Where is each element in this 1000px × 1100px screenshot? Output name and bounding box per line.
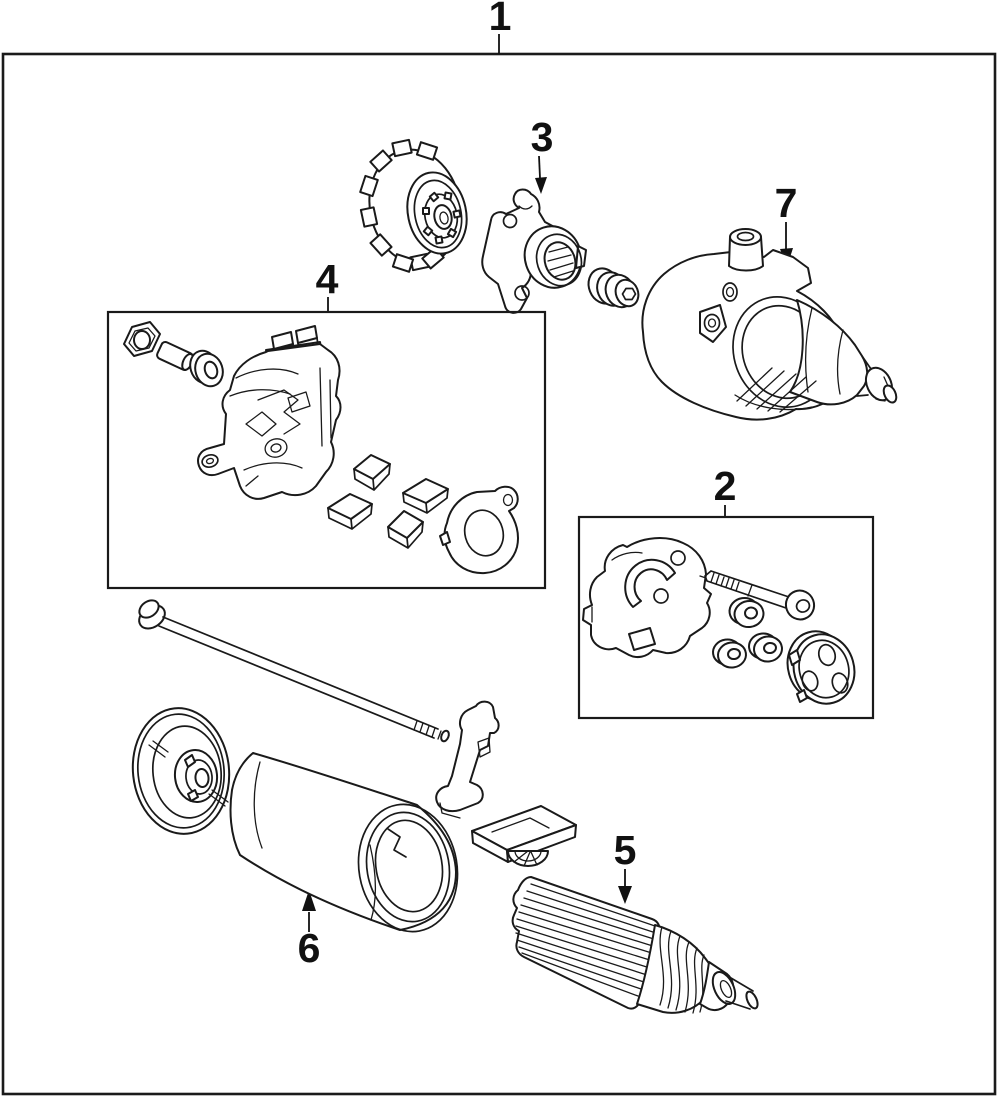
callout-5-arrowhead: [618, 886, 632, 904]
solenoid-kit-box: [108, 312, 545, 588]
callout-2: [714, 463, 737, 517]
grommet-2: [711, 638, 747, 670]
gear-holder-bracket: [482, 190, 589, 313]
callout-4: [316, 256, 339, 312]
callout-7-label: 7: [774, 180, 798, 226]
yoke-housing: [231, 753, 468, 940]
magnetic-switch-solenoid: [198, 326, 340, 499]
callout-2-label: 2: [713, 463, 737, 509]
shift-lever: [436, 702, 498, 818]
grommet-holder-plate: [472, 806, 576, 866]
grommet-1: [728, 596, 765, 629]
callout-6-label: 6: [297, 925, 321, 971]
brush-holder: [583, 538, 711, 657]
callout-4-label: 4: [315, 256, 339, 302]
callout-6: [298, 890, 321, 971]
armature: [513, 877, 760, 1013]
callout-3: [531, 114, 554, 194]
callout-5: [614, 827, 637, 904]
contact-blocks: [328, 455, 448, 548]
callout-1-label: 1: [488, 0, 512, 39]
callout-3-label: 3: [530, 114, 554, 160]
callout-1: [489, 0, 512, 54]
gasket-plate: [440, 487, 518, 573]
brush-holder-kit-box: [579, 517, 873, 718]
grommet-3: [747, 632, 783, 664]
hex-nut: [124, 322, 160, 356]
drive-end-frame: [127, 703, 236, 838]
callout-3-arrowhead: [535, 177, 547, 194]
gear-case-assembly: [642, 229, 898, 421]
end-cap: [780, 624, 863, 711]
callout-5-label: 5: [613, 827, 637, 873]
diagram-border: [3, 54, 995, 1094]
callout-3-line: [539, 156, 540, 178]
overrunning-clutch-gear: [359, 140, 474, 273]
dust-plug: [583, 264, 642, 312]
